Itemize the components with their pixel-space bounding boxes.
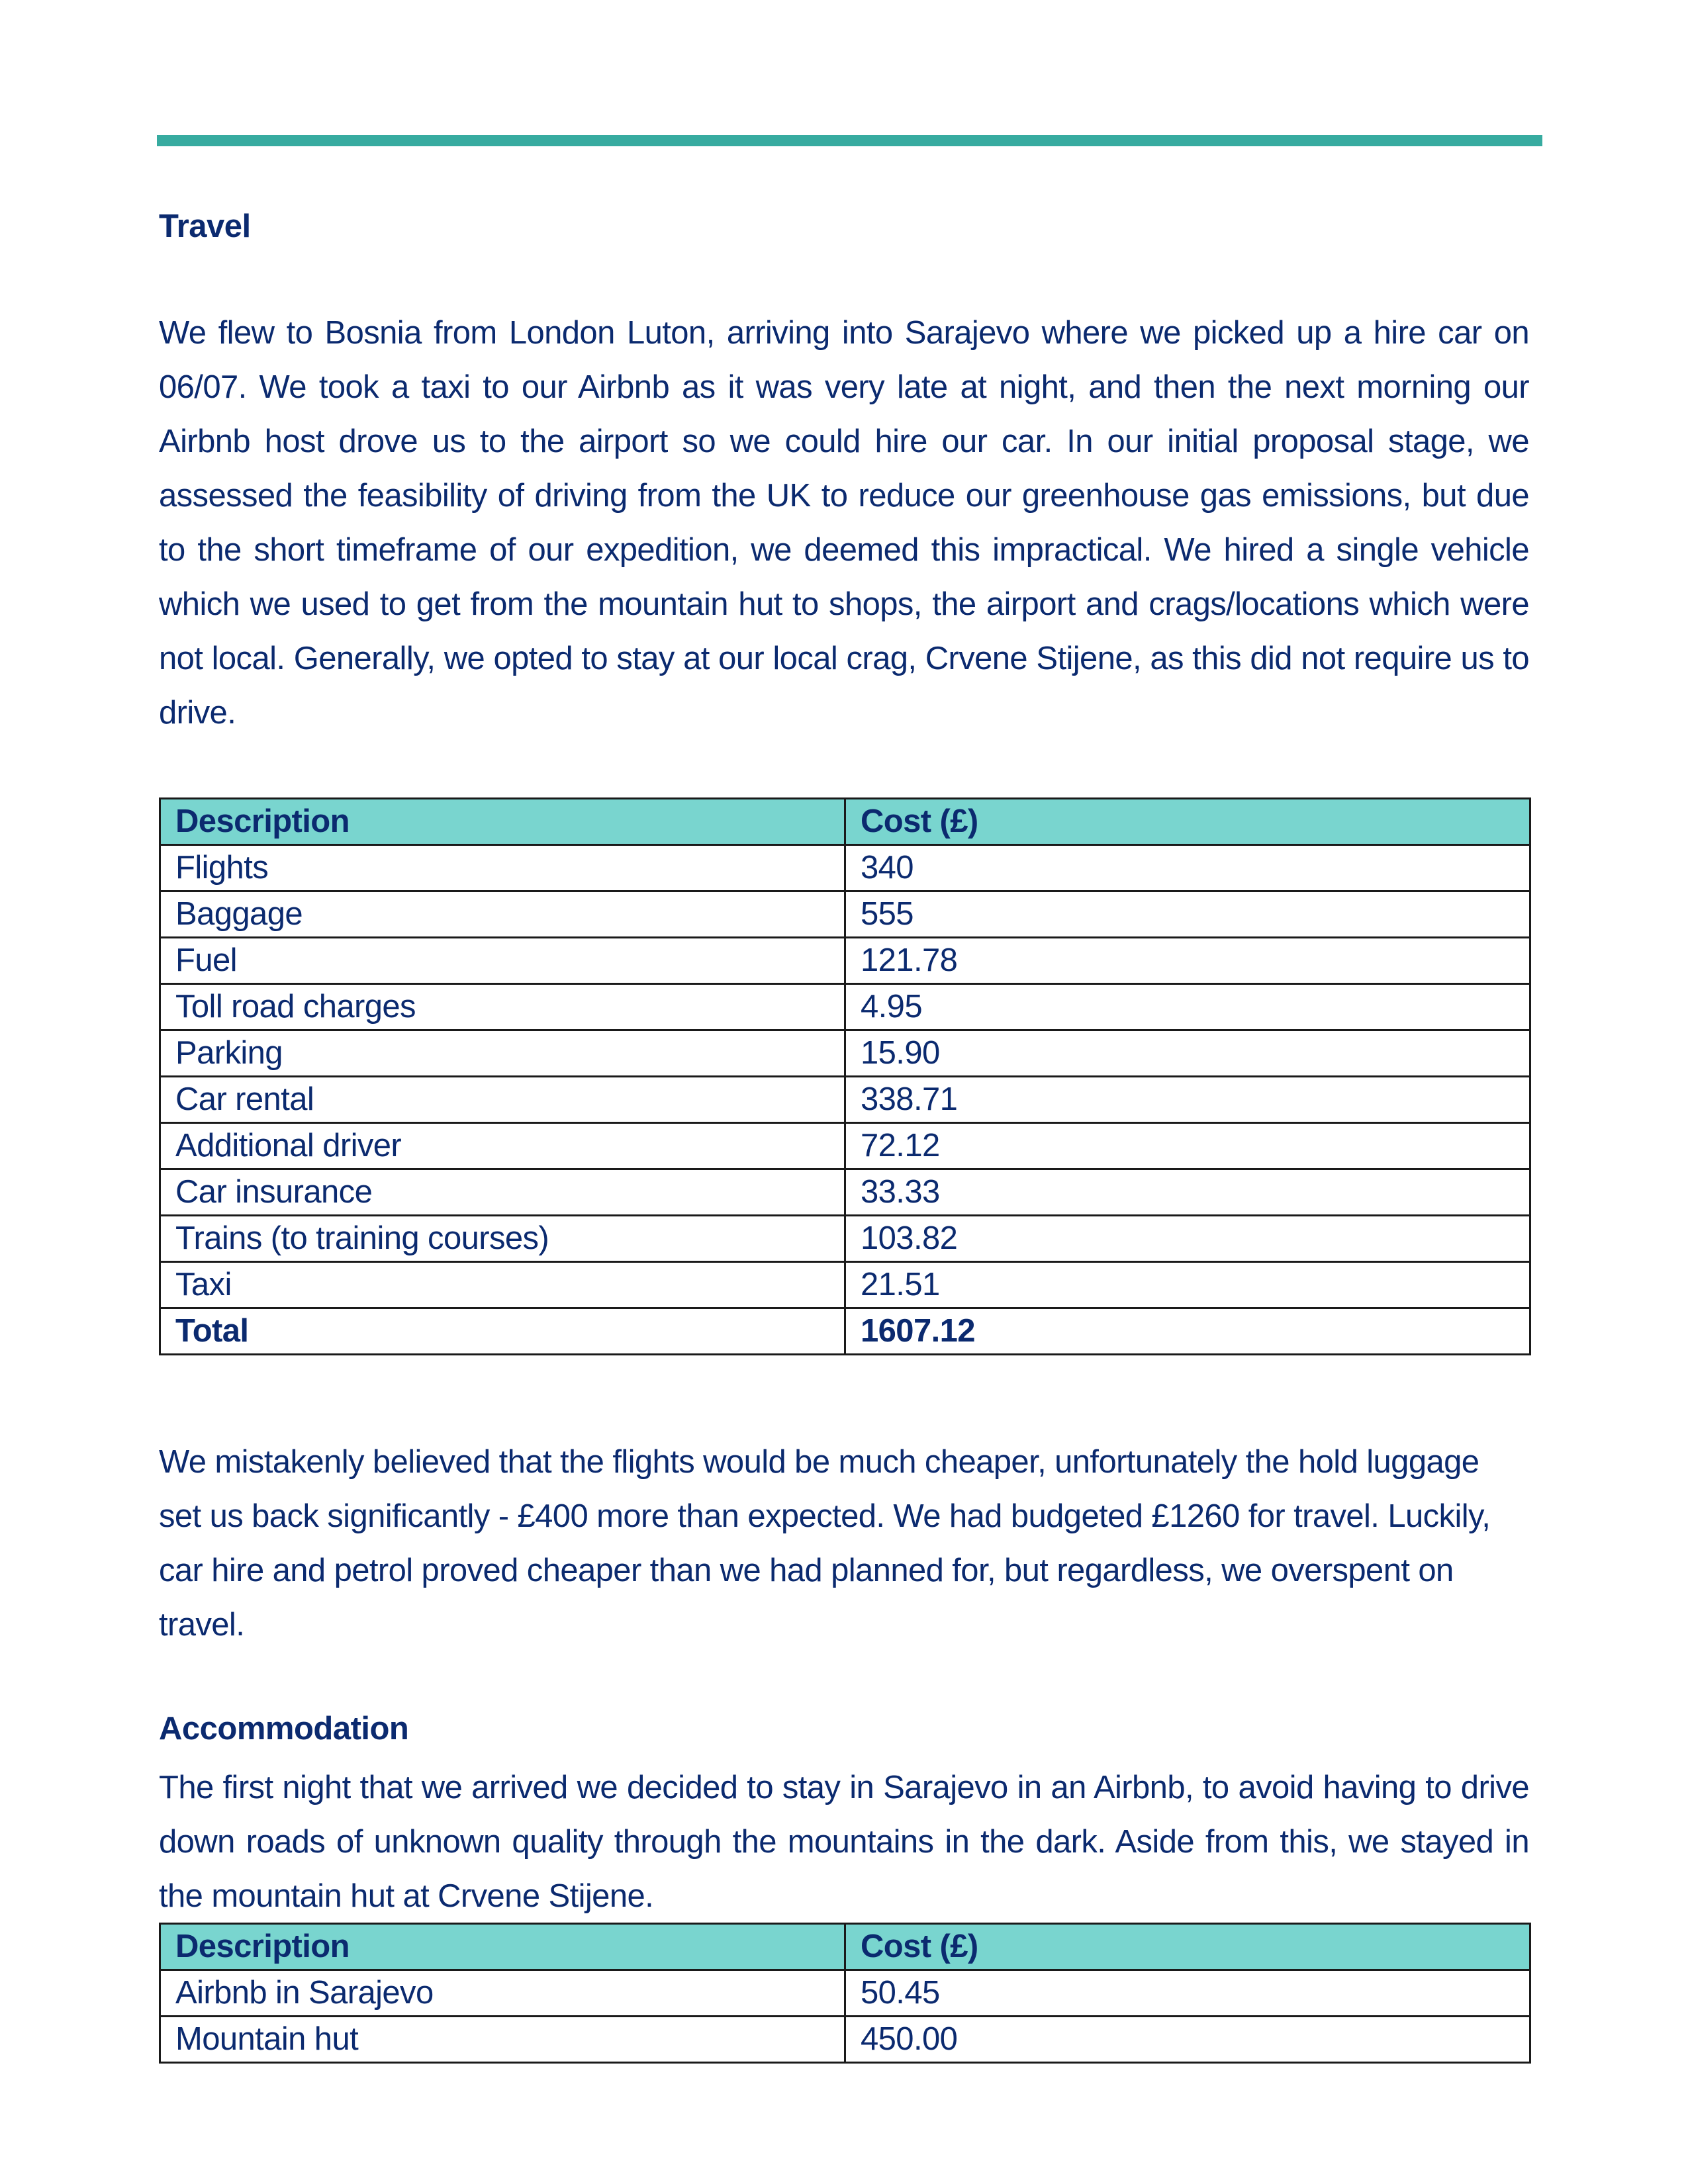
table-row [160,1262,1530,1308]
travel-commentary: We mistakenly believed that the flights would be much cheaper, unfortunately the hold luggage set us back significantly - £400 more than expected. We had budgeted £1260 for travel. Luckily, car hire and petrol proved cheaper than we had planned for, but regardless, we overspent on travel. [159,1444,1491,1643]
accommodation-heading: Accommodation [159,1711,409,1747]
total-label: Total [160,1308,845,1355]
row-cost: 50.45 [845,1970,1530,2017]
row-description: Additional driver [160,1123,845,1169]
column-header-description: Description [160,1924,845,1970]
row-description: Parking [160,1030,845,1077]
row-cost: 15.90 [845,1030,1530,1077]
row-description: Mountain hut [160,2017,845,2063]
row-cost: 338.71 [845,1077,1530,1123]
row-cost: 72.12 [845,1123,1530,1169]
row-cost: 340 [845,845,1530,891]
table-row [160,1030,1530,1077]
accommodation-paragraph: The first night that we arrived we decided to stay in Sarajevo in an Airbnb, to avoid having to drive down roads of unknown quality through the mountains in the dark. Aside from this, we stayed in the mountain hut at Crvene Stijene. [159,1770,1529,1914]
accommodation-cost-table [159,1923,1531,2064]
table-row [160,1169,1530,1216]
travel-heading: Travel [159,208,251,244]
table-row [160,984,1530,1030]
row-description: Baggage [160,891,845,938]
row-cost: 103.82 [845,1216,1530,1262]
table-header-row [160,799,1530,845]
row-description: Fuel [160,938,845,984]
row-cost: 21.51 [845,1262,1530,1308]
row-cost: 555 [845,891,1530,938]
row-description: Airbnb in Sarajevo [160,1970,845,2017]
travel-paragraph: We flew to Bosnia from London Luton, arriving into Sarajevo where we picked up a hire car on 06/07. We took a taxi to our Airbnb as it was very late at night, and then the next morning our Airbnb host drove us to the airport so we could hire our car. In our initial proposal stage, we assessed the feasibility of driving from the UK to reduce our greenhouse gas emissions, but due to the short timeframe of our expedition, we deemed this impractical. We hired a single vehicle which we used to get from the mountain hut to shops, the airport and crags/locations which were not local. Generally, we opted to stay at our local crag, Crvene Stijene, as this did not require us to drive. [159,315,1529,731]
table-row [160,891,1530,938]
table-total-row [160,1308,1530,1355]
column-header-cost: Cost (£) [845,1924,1530,1970]
table-row [160,1216,1530,1262]
column-header-description: Description [160,799,845,845]
row-description: Flights [160,845,845,891]
section-divider-rule [157,135,1542,146]
table-row [160,2017,1530,2063]
row-description: Taxi [160,1262,845,1308]
table-header-row [160,1924,1530,1970]
row-description: Car insurance [160,1169,845,1216]
column-header-cost: Cost (£) [845,799,1530,845]
table-row [160,1077,1530,1123]
table-row [160,1970,1530,2017]
row-cost: 450.00 [845,2017,1530,2063]
row-description: Trains (to training courses) [160,1216,845,1262]
travel-cost-table [159,797,1531,1355]
table-row [160,1123,1530,1169]
row-cost: 121.78 [845,938,1530,984]
table-row [160,938,1530,984]
total-cost: 1607.12 [845,1308,1530,1355]
row-cost: 33.33 [845,1169,1530,1216]
row-description: Car rental [160,1077,845,1123]
row-cost: 4.95 [845,984,1530,1030]
row-description: Toll road charges [160,984,845,1030]
table-row [160,845,1530,891]
